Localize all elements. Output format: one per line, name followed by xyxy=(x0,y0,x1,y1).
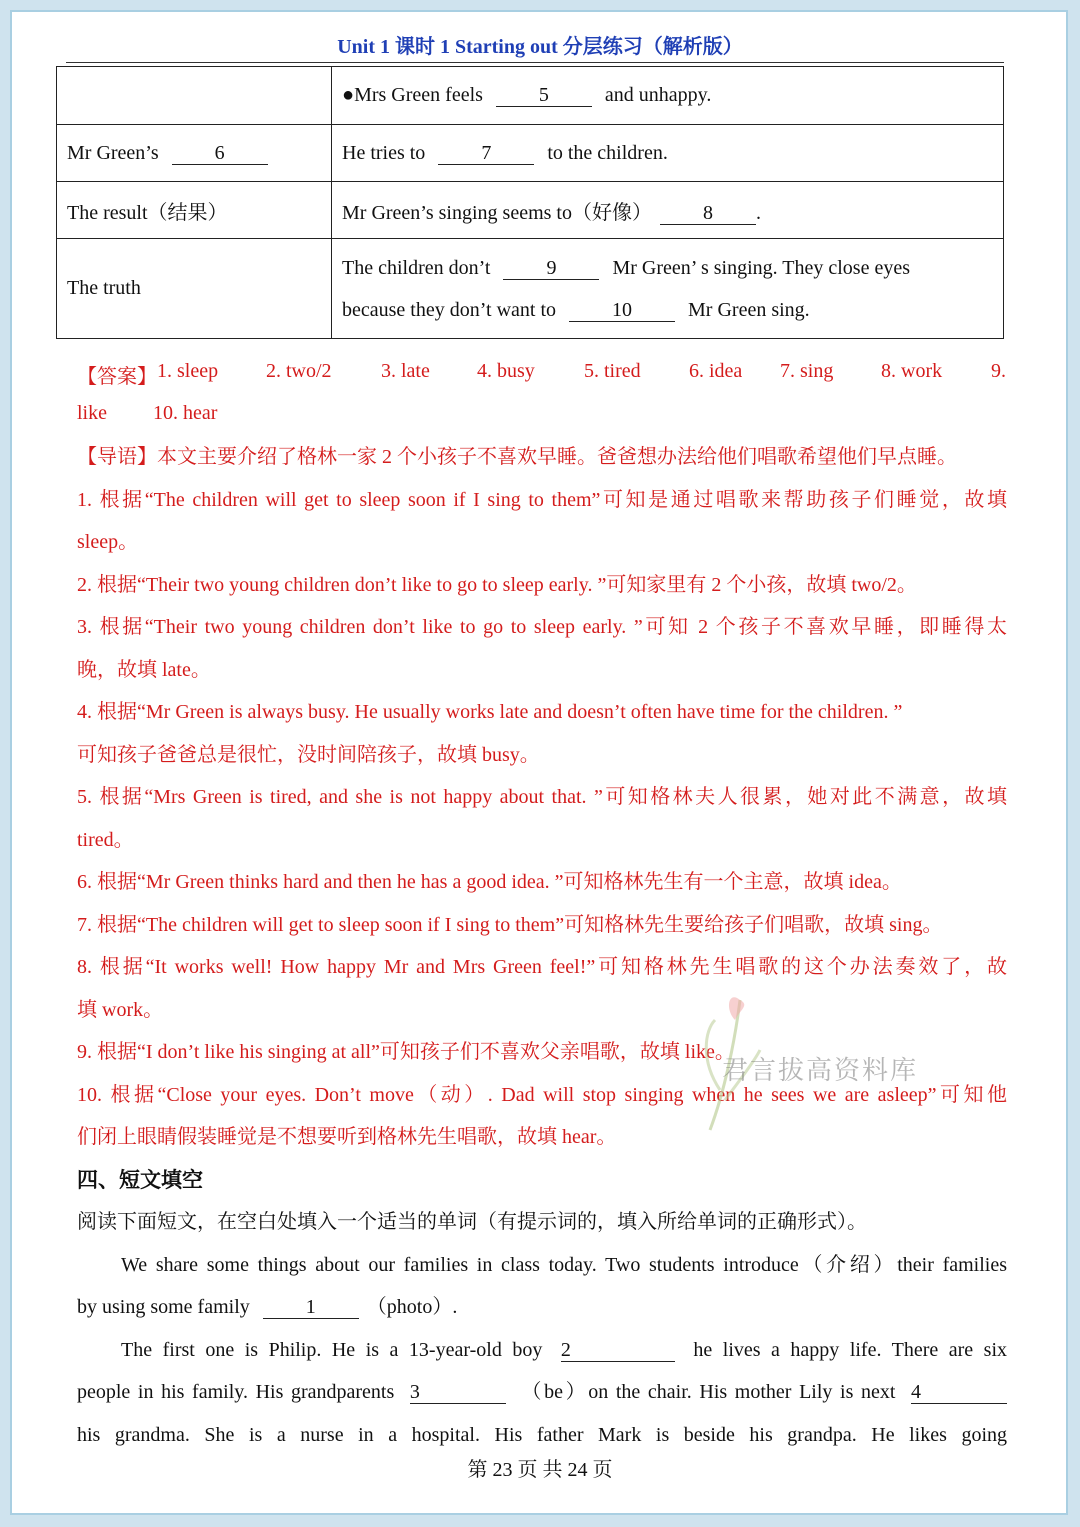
answer-label: 【答案】 xyxy=(77,366,157,388)
passage-blank-3: 3 xyxy=(410,1381,506,1404)
table-row xyxy=(57,67,1004,125)
explanation-block xyxy=(77,436,1007,1456)
passage-text: （be）on the chair. His mother Lily is next xyxy=(521,1381,896,1403)
cell-text: Mr Green’s xyxy=(67,141,159,164)
section-title: 四、短文填空 xyxy=(77,1167,203,1192)
blank-10: 10 xyxy=(569,299,675,322)
table-cell-empty xyxy=(57,67,332,125)
answer-item: 5. tired xyxy=(584,360,641,382)
explanation-10-line-2: 们闭上眼睛假装睡觉是不想要听到格林先生唱歌，故填 hear。 xyxy=(77,1126,617,1148)
blank-8: 8 xyxy=(660,202,756,225)
cell-text: because they don’t want to xyxy=(342,298,557,321)
page-header-title: Unit 1 课时 1 Starting out 分层练习（解析版） xyxy=(337,36,743,58)
table-row xyxy=(57,125,1004,182)
answer-item: 1. sleep xyxy=(157,360,219,382)
header-divider xyxy=(66,62,1004,63)
table-cell xyxy=(332,67,1004,125)
answer-item: 3. late xyxy=(381,360,430,382)
table-cell xyxy=(332,239,1004,339)
answer-item: 4. busy xyxy=(477,360,535,382)
explanation-2: 2. 根据“Their two young children don’t like to go to sleep early. ”可知家里有 2 个小孩，故填 two/2。 xyxy=(77,573,917,596)
passage-text: people in his family. His grandparents xyxy=(77,1381,395,1403)
explanation-3-line-2: 晚，故填 late。 xyxy=(77,658,211,681)
passage-p1-line-2 xyxy=(77,1286,1007,1329)
cell-text: ●Mrs Green feels xyxy=(342,84,483,106)
explanation-8-line-2: 填 work。 xyxy=(77,998,164,1021)
explanation-10-line-1: 10. 根据“Close your eyes. Don’t move（动）. Dad will stop singing when he sees we are asleep”可知他 xyxy=(77,1083,1007,1106)
explanation-3-line-1: 3. 根据“Their two young children don’t like to go to sleep early. ”可知 2 个孩子不喜欢早睡，即睡得太 xyxy=(77,616,1007,638)
passage-text: he lives a happy life. There are six xyxy=(693,1338,1008,1361)
answer-item: 2. two/2 xyxy=(266,360,332,382)
passage-p2-line-2 xyxy=(77,1371,1007,1414)
section-instruction: 阅读下面短文，在空白处填入一个适当的单词（有提示词的，填入所给单词的正确形式）。 xyxy=(77,1211,867,1233)
summary-table xyxy=(56,66,1004,339)
explanation-8-line-1: 8. 根据“It works well! How happy Mr and Mrs Green feel!”可知格林先生唱歌的这个办法奏效了，故 xyxy=(77,956,1007,978)
answer-item: 6. idea xyxy=(689,360,743,382)
blank-6: 6 xyxy=(172,142,268,165)
table-row xyxy=(57,239,1004,339)
explanation-4-line-2: 可知孩子爸爸总是很忙，没时间陪孩子，故填 busy。 xyxy=(77,743,540,766)
table-row xyxy=(57,182,1004,239)
explanation-1-line-2: sleep。 xyxy=(77,531,139,553)
explanation-7: 7. 根据“The children will get to sleep soon if I sing to them”可知格林先生要给孩子们唱歌，故填 sing。 xyxy=(77,913,943,936)
answer-item: 8. work xyxy=(881,360,943,382)
blank-5: 5 xyxy=(496,84,592,107)
table-cell xyxy=(332,125,1004,182)
passage-p2-line-3: his grandma. She is a nurse in a hospital. His father Mark is beside his grandpa. He likes going xyxy=(77,1423,1007,1446)
passage-blank-4: 4 xyxy=(911,1381,1007,1404)
answer-item: like xyxy=(77,402,107,424)
explanation-4-line-1: 4. 根据“Mr Green is always busy. He usually works late and doesn’t often have time for the children. ” xyxy=(77,701,903,723)
blank-9: 9 xyxy=(503,257,599,280)
explanation-5-line-1: 5. 根据“Mrs Green is tired, and she is not happy about that. ”可知格林夫人很累，她对此不满意，故填 xyxy=(77,786,1007,808)
explanation-9: 9. 根据“I don’t like his singing at all”可知孩子们不喜欢父亲唱歌，故填 like。 xyxy=(77,1041,735,1063)
watermark-text: 君言拔高资料库 xyxy=(722,1056,919,1086)
passage-p1-line-1: We share some things about our families in class today. Two students introduce（介绍）their families xyxy=(121,1253,1007,1276)
cell-text: He tries to xyxy=(342,141,426,164)
passage-blank-1: 1 xyxy=(263,1296,359,1319)
page-footer: 第 23 页 共 24 页 xyxy=(467,1459,613,1481)
explanation-1-line-1: 1. 根据“The children will get to sleep soon if I sing to them”可知是通过唱歌来帮助孩子们睡觉，故填 xyxy=(77,488,1007,511)
passage-blank-2: 2 xyxy=(561,1339,675,1362)
table-cell xyxy=(332,182,1004,239)
answer-item: 9. xyxy=(991,360,1006,382)
passage-p2-line-1 xyxy=(77,1329,1007,1372)
table-cell: The result（结果） xyxy=(57,182,332,239)
guide-text: 【导语】本文主要介绍了格林一家 2 个小孩子不喜欢早睡。爸爸想办法给他们唱歌希望他们早点睡。 xyxy=(77,446,957,468)
passage-text: （photo）. xyxy=(366,1296,458,1318)
table-cell: The truth xyxy=(57,239,332,339)
cell-text: to the children. xyxy=(547,141,668,164)
blank-7: 7 xyxy=(438,142,534,165)
cell-text: The children don’t xyxy=(342,256,491,279)
cell-text: Mr Green’s singing seems to（好像） xyxy=(342,201,652,224)
answer-line-1 xyxy=(77,360,1007,402)
passage-text: The first one is Philip. He is a 13-year-old boy xyxy=(121,1338,543,1361)
cell-text: and unhappy. xyxy=(604,84,712,106)
cell-text: Mr Green’ s singing. They close eyes xyxy=(612,256,911,279)
explanation-6: 6. 根据“Mr Green thinks hard and then he has a good idea. ”可知格林先生有一个主意，故填 idea。 xyxy=(77,871,902,893)
cell-text: . xyxy=(755,201,761,224)
explanation-5-line-2: tired。 xyxy=(77,828,134,851)
passage-text: by using some family xyxy=(77,1296,250,1318)
answer-item: 7. sing xyxy=(780,360,834,382)
answer-item: 10. hear xyxy=(153,402,218,424)
table-cell xyxy=(57,125,332,182)
cell-text: Mr Green sing. xyxy=(688,298,810,321)
